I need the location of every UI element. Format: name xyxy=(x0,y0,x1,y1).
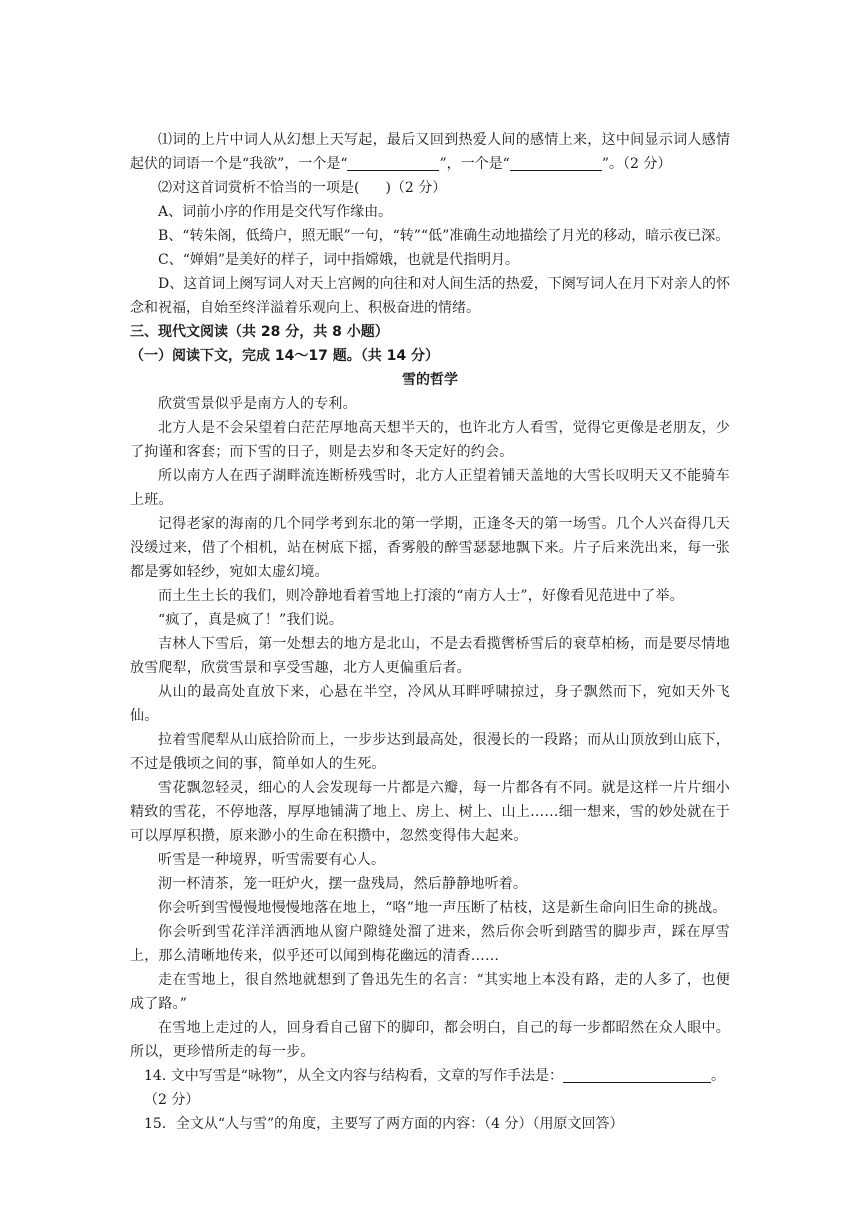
essay-body xyxy=(130,392,730,1064)
question-14 xyxy=(130,1064,730,1112)
essay-paragraph: 北方人是不会呆望着白茫茫厚地高天想半天的，也许北方人看雪，觉得它更像是老朋友，少了拘谨和客套；而下雪的日子，则是去岁和冬天定好的约会。 xyxy=(130,420,730,460)
essay-paragraph: 所以南方人在西子湖畔流连断桥残雪时，北方人正望着铺天盖地的大雪长叹明天又不能骑车上班。 xyxy=(130,468,730,508)
q13-1-text-a: ⑴词的上片中词人从幻想上天写起，最后又回到热爱人间的感情上来，这中间显示词人 xyxy=(158,132,702,148)
q13-1-text-c: ”，一个是“ xyxy=(439,156,510,172)
essay-paragraph: “疯了，真是疯了！”我们说。 xyxy=(158,612,344,628)
essay-paragraph: 雪花飘忽轻灵，细心的人会发现每一片都是六瓣，每一片都各有不同。就是这样一片片细小精致的雪花，不停地落，厚厚地铺满了地上、房上、树上、山上……细一想来，雪的妙处就在于可以厚厚积攒，原来渺小的生命在积攒中，忽然变得伟大起来。 xyxy=(130,780,730,844)
q13-2-text-b: )（2 分） xyxy=(385,180,447,196)
q13-1-text-d: ”。（2 分） xyxy=(601,156,672,172)
essay-paragraph: 记得老家的海南的几个同学考到东北的第一学期，正逢冬天的第一场雪。几个人兴奋得几天没缓过来，借了个相机，站在树底下摇，香雾般的醉雪瑟瑟地飘下来。片子后来洗出来，每一张都是雾如轻纱，宛如太虚幻境。 xyxy=(130,516,730,580)
option-d: D、这首词上阕写词人对天上宫阙的向往和对人间生活的热爱，下阕写词人在月下对亲人的怀念和祝福，自始至终洋溢着乐观向上、积极奋进的情绪。 xyxy=(130,276,730,316)
essay-title: 雪的哲学 xyxy=(402,372,458,388)
q13-2-text-a: ⑵对这首词赏析不恰当的一项是( xyxy=(158,180,360,196)
essay-paragraph: 听雪是一种境界，听雪需要有心人。 xyxy=(158,852,386,868)
essay-paragraph: 欣赏雪景似乎是南方人的专利。 xyxy=(158,396,357,412)
essay-paragraph: 沏一杯清茶，笼一旺炉火，摆一盘残局，然后静静地听着。 xyxy=(158,876,528,892)
option-a: A、词前小序的作用是交代写作缘由。 xyxy=(158,204,393,220)
section-heading: 三、现代文阅读（共 28 分，共 8 小题） xyxy=(130,324,389,340)
q14-score: （2 分） xyxy=(144,1092,200,1108)
essay-paragraph: 走在雪地上，很自然地就想到了鲁迅先生的名言：“其实地上本没有路，走的人多了，也便成了路。” xyxy=(130,972,730,1012)
q14-text: 14. 文中写雪是“咏物”，从全文内容与结构看，文章的写作手法是： xyxy=(144,1068,564,1084)
q13-1-text-b: 感情起伏的词语一个是“我欲”，一个是“ xyxy=(130,132,731,172)
essay-paragraph: 而土生土长的我们，则冷静地看着雪地上打滚的“南方人士”，好像看见范进中了举。 xyxy=(158,588,684,604)
essay-paragraph: 拉着雪爬犁从山底拾阶而上，一步步达到最高处，很漫长的一段路；而从山顶放到山底下，不过是俄顷之间的事，简单如人的生死。 xyxy=(130,732,730,772)
answer-blank-2[interactable] xyxy=(510,154,602,171)
essay-paragraph: 在雪地上走过的人，回身看自己留下的脚印，都会明白，自己的每一步都昭然在众人眼中。所以，更珍惜所走的每一步。 xyxy=(130,1020,730,1060)
option-c: C、“婵娟”是美好的样子，词中指嫦娥，也就是代指明月。 xyxy=(158,252,520,268)
exam-page xyxy=(130,128,730,1136)
essay-paragraph: 从山的最高处直放下来，心悬在半空，冷风从耳畔呼啸掠过，身子飘然而下，宛如天外飞仙。 xyxy=(130,684,730,724)
question-13-2 xyxy=(130,176,730,200)
essay-paragraph: 你会听到雪慢慢地慢慢地落在地上，“咯”地一声压断了枯枝，这是新生命向旧生命的挑战。 xyxy=(158,900,727,916)
answer-blank-1[interactable] xyxy=(347,154,439,171)
question-13-1 xyxy=(130,128,730,176)
question-15: 15．全文从“人与雪”的角度，主要写了两方面的内容：（4 分）（用原文回答） xyxy=(144,1116,624,1132)
essay-paragraph: 吉林人下雪后，第一处想去的地方是北山，不是去看揽辔桥雪后的衰草柏杨，而是要尽情地放雪爬犁，欣赏雪景和享受雪趣，北方人更偏重后者。 xyxy=(130,636,730,676)
q14-end: 。 xyxy=(711,1068,726,1084)
option-b: B、“转朱阁，低绮户，照无眠”一句，“转”“低”准确生动地描绘了月光的移动，暗示夜已深。 xyxy=(158,228,730,244)
answer-blank-3[interactable] xyxy=(563,1066,711,1083)
essay-paragraph: 你会听到雪花洋洋洒洒地从窗户隙缝处溜了进来，然后你会听到踏雪的脚步声，踩在厚雪上，那么清晰地传来，似乎还可以闻到梅花幽远的清香…… xyxy=(130,924,730,964)
sub-section-heading: （一）阅读下文，完成 14～17 题。（共 14 分） xyxy=(130,348,439,364)
